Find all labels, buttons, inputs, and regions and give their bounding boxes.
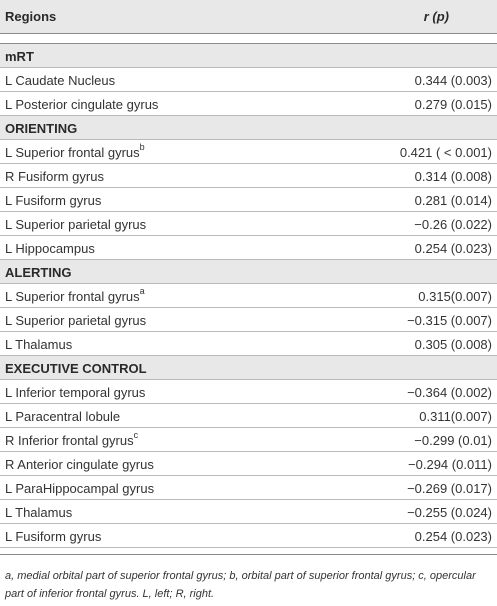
table-row [0,68,497,92]
r-p-value: 0.315(0.007) [418,289,492,304]
region-name: L Superior frontal gyrus [5,289,140,304]
r-p-value: 0.311(0.007) [419,409,492,424]
table-footnote: a, medial orbital part of superior frontal gyrus; b, orbital part of superior frontal gyrus; c, opercular part of inferior frontal gyrus. L, left; R, right. [0,554,497,603]
region-name: L ParaHippocampal gyrus [5,481,155,496]
table-row [0,500,497,524]
table-row [0,92,497,116]
table-row [0,404,497,428]
region-cell [5,241,95,256]
region-cell [5,481,154,496]
section-header-orienting [0,116,497,140]
region-cell [5,313,146,328]
table-row [0,380,497,404]
region-cell [5,73,115,88]
region-name: R Anterior cingulate gyrus [5,457,154,472]
region-cell [5,142,145,160]
footnote-marker: b [139,142,145,152]
r-p-value: 0.281 (0.014) [414,193,492,208]
r-p-value: 0.279 (0.015) [414,97,492,112]
section-header-alerting [0,260,497,284]
region-cell [5,430,139,448]
region-name: R Fusiform gyrus [5,169,104,184]
r-p-value: −0.269 (0.017) [407,481,492,496]
r-p-value: −0.364 (0.002) [407,385,492,400]
r-p-value: −0.299 (0.01) [414,433,492,448]
table-header [0,0,497,34]
header-spacer [0,34,497,44]
r-p-value: 0.254 (0.023) [414,241,492,256]
section-header-executive-control [0,356,497,380]
region-name: L Hippocampus [5,241,95,256]
region-cell [5,529,101,544]
r-p-value: 0.344 (0.003) [414,73,492,88]
region-cell [5,217,146,232]
section-title: EXECUTIVE CONTROL [5,361,147,376]
footnote-marker: c [133,430,139,440]
table-row [0,284,497,308]
table-row [0,236,497,260]
r-p-value: −0.294 (0.011) [408,457,492,472]
table-row [0,428,497,452]
region-cell [5,337,72,352]
table-row [0,140,497,164]
footnote-marker: a [139,286,145,296]
region-name: L Superior parietal gyrus [5,217,147,232]
table-row [0,164,497,188]
table-row [0,452,497,476]
section-header-mrt [0,44,497,68]
r-p-value: −0.315 (0.007) [407,313,492,328]
r-p-column-header: r (p) [423,9,449,24]
region-cell [5,409,120,424]
region-name: L Fusiform gyrus [5,193,102,208]
region-name: L Paracentral lobule [5,409,121,424]
r-p-value: −0.255 (0.024) [407,505,492,520]
region-name: L Fusiform gyrus [5,529,102,544]
region-cell [5,505,72,520]
region-name: L Superior parietal gyrus [5,313,147,328]
section-title: ALERTING [5,265,72,280]
region-cell [5,385,145,400]
r-p-value: 0.254 (0.023) [414,529,492,544]
table-row [0,524,497,548]
r-p-value: 0.421 ( < 0.001) [399,145,492,160]
region-name: L Superior frontal gyrus [5,145,140,160]
region-cell [5,97,158,112]
r-p-value: 0.314 (0.008) [414,169,492,184]
section-title: mRT [5,49,34,64]
region-name: R Inferior frontal gyrus [5,433,134,448]
section-title: ORIENTING [5,121,78,136]
table-row [0,476,497,500]
table-row [0,308,497,332]
r-p-value: −0.26 (0.022) [414,217,492,232]
region-name: L Inferior temporal gyrus [5,385,146,400]
region-cell [5,169,104,184]
table-row [0,332,497,356]
region-cell [5,193,101,208]
table-body [0,44,497,548]
region-name: L Caudate Nucleus [5,73,116,88]
region-name: L Thalamus [5,337,73,352]
regions-column-header: Regions [5,9,57,24]
region-name: L Posterior cingulate gyrus [5,97,159,112]
r-p-value: 0.305 (0.008) [414,337,492,352]
region-cell [5,286,145,304]
table-row [0,188,497,212]
region-cell [5,457,154,472]
region-name: L Thalamus [5,505,73,520]
table-row [0,212,497,236]
